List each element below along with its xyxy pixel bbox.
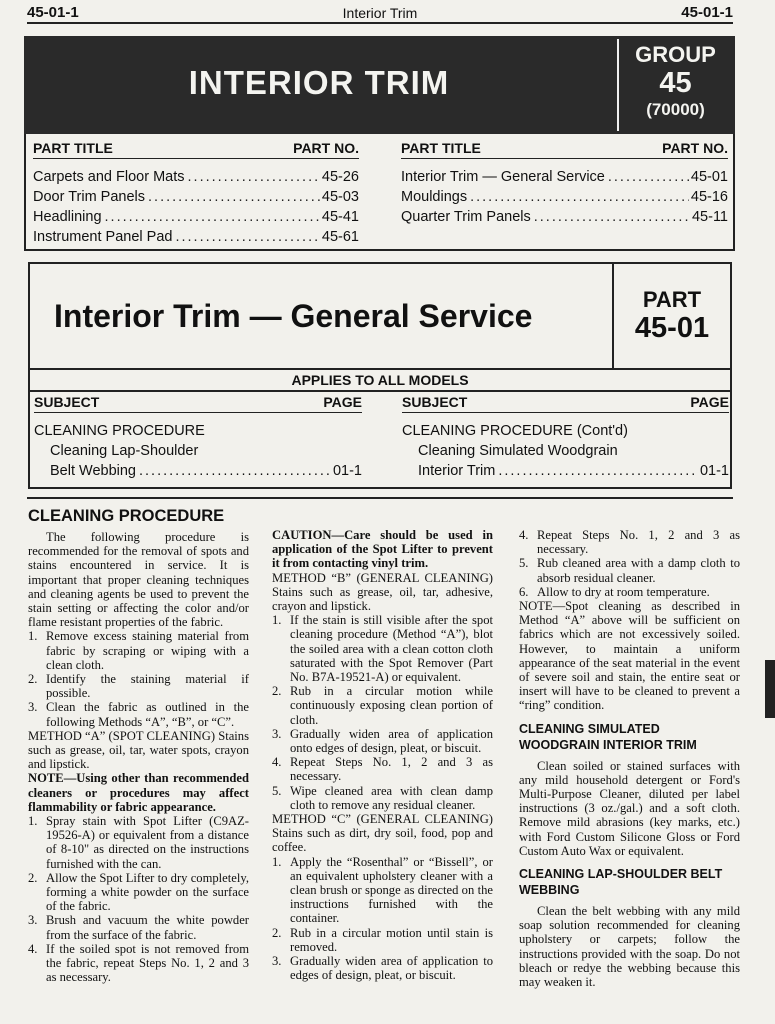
part-title: Headlining <box>33 209 102 225</box>
part-title: Instrument Panel Pad <box>33 229 173 245</box>
subject-item[interactable]: CLEANING PROCEDURE (Cont'd) <box>402 423 628 439</box>
step-item <box>272 926 493 954</box>
part-number: 45-03 <box>321 189 359 205</box>
page-number-left: 45-01-1 <box>27 4 79 21</box>
woodgrain-paragraph: Clean soiled or stained surfaces with any mild household detergent or Ford's Multi-Purpose Cleaner, diluted per label instructions (3 oz./gal.) and a soft cloth. Remove mild abrasions (key marks, etc.) with Ford Custom Silicone Gloss or Ford Custom Auto Wax or equivalent. <box>519 758 740 858</box>
section-divider <box>27 497 733 499</box>
subject-item[interactable] <box>34 461 362 481</box>
subject-left-column <box>34 394 362 481</box>
subject-item[interactable] <box>402 461 729 481</box>
subject-item[interactable]: CLEANING PROCEDURE <box>34 423 205 439</box>
step-item <box>272 727 493 755</box>
step-item <box>28 672 249 700</box>
step-number: 4. <box>519 528 529 542</box>
subject-right-column <box>402 394 729 481</box>
step-text: Rub in a circular motion while continuously exposing clean portion of cloth. <box>290 684 493 727</box>
part-number: 45-41 <box>321 209 359 225</box>
step-number: 3. <box>28 913 38 928</box>
subject-item[interactable]: Cleaning Lap-Shoulder <box>50 443 199 459</box>
part-title: Interior Trim — General Service <box>54 298 533 334</box>
step-text: If the soiled spot is not removed from the fabric, repeat Steps No. 1, 2 and 3 as necessary. <box>46 941 249 985</box>
running-header <box>27 4 733 24</box>
group-index-row[interactable] <box>33 167 359 187</box>
step-text: Wipe cleaned area with clean damp cloth to remove any residual cleaner. <box>290 783 493 812</box>
intro-paragraph: The following procedure is recommended for the removal of spots and stains encountered in service. It is important that proper cleaning techniques and cleaning agents be used to prevent the stain setting or affecting the color and/or flame resistant properties of the fabric. <box>28 530 249 630</box>
part-number-box <box>612 264 730 368</box>
step-text: Allow the Spot Lifter to dry completely, forming a white powder on the surface of the fabric. <box>46 870 249 914</box>
group-index-row[interactable] <box>401 187 728 207</box>
note-paragraph: NOTE—Using other than recommended cleaners or procedures may affect flammability or fabric appearance. <box>28 771 249 814</box>
part-title: Quarter Trim Panels <box>401 209 531 225</box>
step-text: Brush and vacuum the white powder from the surface of the fabric. <box>46 913 249 942</box>
step-item <box>28 629 249 672</box>
part-title: Mouldings <box>401 189 468 205</box>
step-item <box>272 855 493 926</box>
step-number: 2. <box>272 684 282 699</box>
step-number: 4. <box>28 941 38 956</box>
belt-webbing-paragraph: Clean the belt webbing with any mild soap solution recommended for cleaning upholstery or carpets; follow the instructions provided with the soap. Do not bleach or redye the webbing because this may weaken it. <box>519 904 740 990</box>
body-column-1 <box>28 505 249 985</box>
step-number: 1. <box>28 629 38 644</box>
step-item <box>272 613 493 684</box>
subject-page: 01-1 <box>699 463 729 479</box>
group-number-box <box>617 39 732 131</box>
subject-header-label: SUBJECT <box>402 394 468 410</box>
step-text: If the stain is still visible after the spot cleaning procedure (Method “A”), blot the soiled area with a clean cotton cloth saturated with the Spot Remover (Part No. B7A-19521-A) or equivalent. <box>290 613 493 685</box>
group-index-right-column <box>401 140 728 227</box>
step-item <box>28 700 249 728</box>
step-number: 6. <box>519 584 529 599</box>
step-text: Repeat Steps No. 1, 2 and 3 as necessary. <box>537 528 740 557</box>
group-index-row[interactable] <box>401 207 728 227</box>
group-index-row[interactable] <box>33 187 359 207</box>
caution-paragraph: CAUTION—Care should be used in application of the Spot Lifter to prevent it from contacting vinyl trim. <box>272 528 493 571</box>
subject-header <box>34 394 362 413</box>
step-number: 5. <box>272 783 282 798</box>
page-header-label: PAGE <box>323 394 362 410</box>
body-column-3 <box>519 528 740 989</box>
step-number: 2. <box>28 672 38 687</box>
subject-text: Belt Webbing <box>50 463 136 479</box>
part-number: 45-01 <box>634 312 710 344</box>
step-number: 3. <box>272 954 282 969</box>
group-number: 45 <box>659 67 692 99</box>
part-title: Door Trim Panels <box>33 189 146 205</box>
method-b-paragraph: METHOD “B” (GENERAL CLEANING) Stains such as grease, oil, tar, adhesive, crayon and lipstick. <box>272 570 493 614</box>
step-text: Gradually widen area of application to edges of design, pleat, or biscuit. <box>290 954 493 983</box>
group-banner <box>24 36 735 134</box>
note-paragraph: NOTE—Spot cleaning as described in Method “A” above will be sufficient on fabrics which are not excessively soiled. However, to maintain a uniform appearance of the seat material in the event of severe soil and stain, the entire seat or insert will have to be cleaned to prevent a “ring” condition. <box>519 599 740 713</box>
step-item <box>272 954 493 982</box>
part-number: 45-61 <box>321 229 359 245</box>
step-item <box>28 814 249 871</box>
step-text: Identify the staining material if possible. <box>46 672 249 701</box>
woodgrain-heading: CLEANING SIMULATED WOODGRAIN INTERIOR TRIM <box>519 721 697 752</box>
step-text: Remove excess staining material from fabric by scraping or wiping with a clean cloth. <box>46 629 249 672</box>
part-title: Carpets and Floor Mats <box>33 169 185 185</box>
thumb-index-tab <box>765 660 775 718</box>
part-label: PART <box>642 287 702 312</box>
step-text: Repeat Steps No. 1, 2 and 3 as necessary. <box>290 755 493 784</box>
step-number: 4. <box>272 755 282 770</box>
step-item <box>28 871 249 914</box>
step-item <box>28 942 249 985</box>
group-index-header <box>401 140 728 159</box>
group-index-row[interactable] <box>33 207 359 227</box>
group-index-row[interactable] <box>401 167 728 187</box>
part-number: 45-11 <box>691 209 728 225</box>
step-number: 2. <box>272 925 282 940</box>
step-number: 3. <box>28 700 38 715</box>
section-heading: CLEANING PROCEDURE <box>28 507 225 525</box>
step-text: Clean the fabric as outlined in the following Methods “A”, “B”, or “C”. <box>46 700 249 729</box>
part-title-header: PART TITLE <box>33 140 113 156</box>
group-title: INTERIOR TRIM <box>188 64 450 101</box>
subject-page: 01-1 <box>332 463 362 479</box>
part-no-header: PART NO. <box>293 140 359 156</box>
group-index-table <box>24 134 735 251</box>
part-no-header: PART NO. <box>662 140 728 156</box>
step-number: 1. <box>28 814 38 829</box>
applies-to-models: APPLIES TO ALL MODELS <box>30 368 730 392</box>
group-index-left-column <box>33 140 359 247</box>
step-number: 2. <box>28 870 38 885</box>
part-title-header: PART TITLE <box>401 140 481 156</box>
part-number: 45-26 <box>321 169 359 185</box>
step-item <box>272 684 493 727</box>
part-number: 45-16 <box>690 189 728 205</box>
step-number: 5. <box>519 556 529 571</box>
body-column-2 <box>272 528 493 983</box>
subject-header-label: SUBJECT <box>34 394 100 410</box>
part-number: 45-01 <box>690 169 728 185</box>
method-c-paragraph: METHOD “C” (GENERAL CLEANING) Stains such as dirt, dry soil, food, pop and coffee. <box>272 812 493 855</box>
step-text: Allow to dry at room temperature. <box>537 584 710 599</box>
step-item <box>519 528 740 556</box>
group-code: (70000) <box>646 100 705 119</box>
step-text: Apply the “Rosenthal” or “Bissell”, or an equivalent upholstery cleaner with a clean brush or sponge as directed on the instructions furnished with the container. <box>290 854 493 926</box>
step-item <box>519 585 740 599</box>
step-number: 1. <box>272 613 282 628</box>
part-title: Interior Trim — General Service <box>401 169 605 185</box>
subject-text: Interior Trim <box>418 463 496 479</box>
step-number: 1. <box>272 854 282 869</box>
step-item <box>519 556 740 584</box>
step-text: Spray stain with Spot Lifter (C9AZ-19526-A) or equivalent from a distance of 8-10" as directed on the instructions furnished with the can. <box>46 814 249 871</box>
group-index-row[interactable] <box>33 227 359 247</box>
subject-item[interactable]: Cleaning Simulated Woodgrain <box>418 443 618 459</box>
step-item <box>272 784 493 812</box>
subject-header <box>402 394 729 413</box>
part-section-box <box>28 262 732 489</box>
page-number-right: 45-01-1 <box>681 4 733 21</box>
group-label: GROUP <box>635 42 716 67</box>
step-text: Gradually widen area of application onto edges of design, pleat, or biscuit. <box>290 726 493 756</box>
group-index-header <box>33 140 359 159</box>
step-item <box>272 755 493 783</box>
belt-webbing-heading: CLEANING LAP-SHOULDER BELT WEBBING <box>519 867 723 898</box>
method-a-paragraph: METHOD “A” (SPOT CLEANING) Stains such as grease, oil, tar, water spots, crayon and lipstick. <box>28 728 249 772</box>
running-title: Interior Trim <box>342 5 418 21</box>
step-text: Rub cleaned area with a damp cloth to absorb residual cleaner. <box>537 556 740 585</box>
step-number: 3. <box>272 726 282 741</box>
page-header-label: PAGE <box>690 394 729 410</box>
step-item <box>28 913 249 941</box>
step-text: Rub in a circular motion until stain is removed. <box>290 925 493 954</box>
